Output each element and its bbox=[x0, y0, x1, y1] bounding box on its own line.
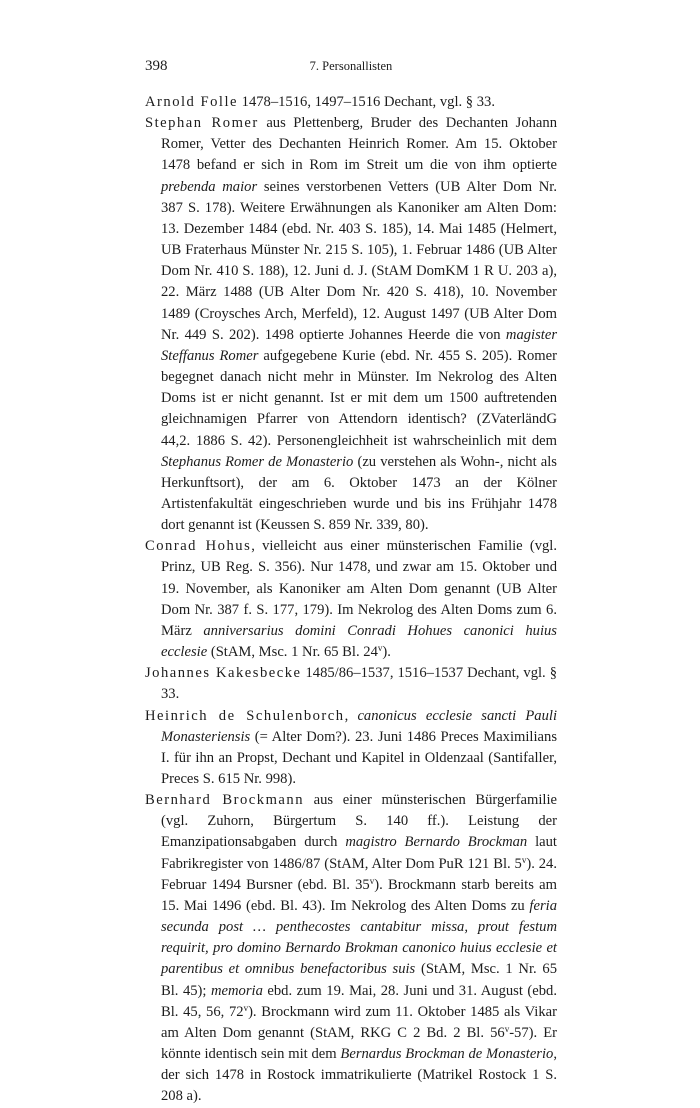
person-name: Johannes Kakesbecke bbox=[145, 665, 302, 682]
entry-text: (zu verstehen als Wohn-, nicht als Herkunftsort), der am 6. Oktober 1473 an der Kölner Artistenfakultät eingeschrieben wurde und bis ins Frühjahr 1478 dort genannt ist (Keussen S. 859 Nr. 339, 80). bbox=[161, 453, 557, 534]
latin-quotation: canonicus ecclesie sancti Pauli Monasteriensis bbox=[161, 707, 557, 745]
folio-verso-mark: v bbox=[377, 643, 383, 654]
entry-text: , bbox=[344, 707, 358, 724]
person-entry bbox=[145, 92, 557, 113]
folio-verso-mark: v bbox=[521, 854, 527, 865]
entry-text: (StAM, Msc. 1 Nr. 65 Bl. 24 bbox=[207, 644, 378, 661]
folio-verso-mark: v bbox=[369, 875, 375, 886]
entry-text: 1485/86–1537, 1516–1537 Dechant, vgl. § 33. bbox=[161, 665, 557, 703]
entry-text: ). bbox=[382, 644, 391, 661]
entry-text: aus Plettenberg, Bruder des Dechanten Johann Romer, Vetter des Dechanten Heinrich Romer. Am 15. Oktober 1478 befand er sich in Rom im Streit um die von ihm optierte bbox=[161, 115, 557, 174]
person-name: Conrad Hohus bbox=[145, 538, 252, 555]
person-name: Arnold Folle bbox=[145, 94, 238, 110]
entry-text: (StAM, Msc. 1 Nr. 65 Bl. 45); bbox=[161, 961, 557, 999]
latin-quotation: Bernardus Brockman de Monasterio bbox=[340, 1046, 554, 1063]
entry-text: ebd. zum 19. Mai, 28. Juni und 31. August (ebd. Bl. 45, 56, 72 bbox=[161, 982, 557, 1020]
latin-quotation: anniversarius domini Conradi Hohues canonici huius ecclesie bbox=[161, 622, 557, 661]
latin-quotation: feria secunda post … penthecostes cantabitur missa, prout festum requirit, pro domino Bernardo Brokman canonico huius ecclesie et parentibus et omnibus benefactoribus suis bbox=[161, 897, 557, 978]
page-number: 398 bbox=[145, 58, 168, 74]
entry-text: seines verstorbenen Vetters (UB Alter Dom Nr. 387 S. 178). Weitere Erwähnungen als Kanoniker am Alten Dom: 13. Dezember 1484 (ebd. Nr. 403 S. 185), 14. Mai 1485 (Helmert, UB Fraterhaus Münster Nr. 215 S. 105), 1. Februar 1486 (UB Alter Dom Nr. 410 S. 188), 12. Juni d. J. (StAM DomKM 1 R U. 203 a), 22. März 1488 (UB Alter Dom Nr. 420 S. 418), 10. November 1489 (Croysches Arch, Merfeld), 12. August 1497 (UB Alter Dom Nr. 449 S. 202). 1498 optierte Johannes Heerde die von bbox=[161, 178, 558, 343]
person-name: Bernhard Brockmann bbox=[145, 792, 305, 809]
folio-verso-mark: v bbox=[243, 1002, 249, 1013]
person-entry bbox=[145, 706, 557, 791]
latin-quotation: magister Steffanus Romer bbox=[161, 326, 557, 364]
latin-quotation: prebenda maior bbox=[161, 178, 258, 195]
personnel-list bbox=[145, 92, 557, 1108]
folio-verso-mark: v bbox=[504, 1023, 510, 1034]
person-entry bbox=[145, 113, 557, 536]
entry-text: , der sich 1478 in Rostock immatrikulierte (Matrikel Rostock 1 S. 208 a). bbox=[161, 1046, 557, 1105]
running-title: 7. Personallisten bbox=[309, 59, 393, 73]
entry-text: 1478–1516, 1497–1516 Dechant, vgl. § 33. bbox=[238, 94, 495, 110]
entry-text: -57). Er könnte identisch sein mit dem bbox=[161, 1024, 557, 1063]
latin-quotation: memoria bbox=[211, 982, 263, 999]
entry-text: aufgegebene Kurie (ebd. Nr. 455 S. 205). Romer begegnet danach nicht mehr in Münster. Im Nekrolog des Alten Doms ist er nicht genannt. Ist er mit dem um 1500 auftretenden gleichnamigen Pfarrer von Attendorn identisch? (ZVaterländG 44,2. 1886 S. 42). Personengleichheit ist wahrscheinlich mit dem bbox=[161, 347, 557, 449]
entry-text: aus einer münsterischen Bürgerfamilie (vgl. Zuhorn, Bürgertum S. 140 ff.). Leistung der Emanzipationsabgaben durch bbox=[161, 792, 557, 851]
entry-text: (= Alter Dom?). 23. Juni 1486 Preces Maximilians I. für ihn an Propst, Dechant und Kapitel in Oldenzaal (Santifaller, Preces S. 615 Nr. 998). bbox=[161, 728, 557, 787]
entry-text: , vielleicht aus einer münsterischen Familie (vgl. Prinz, UB Reg. S. 356). Nur 1478, und zwar am 15. Oktober und 19. November, als Kanoniker am Alten Dom genannt (UB Alter Dom Nr. 387 f. S. 177, 179). Im Nekrolog des Alten Doms zum 6. März bbox=[161, 538, 557, 639]
entry-text: ). Brockmann starb bereits am 15. Mai 1496 (ebd. Bl. 43). Im Nekrolog des Alten Doms zu bbox=[161, 876, 557, 914]
person-name: Heinrich de Schulenborch bbox=[145, 707, 345, 724]
page-header bbox=[145, 58, 557, 78]
person-entry bbox=[145, 663, 557, 705]
entry-text: laut Fabrikregister von 1486/87 (StAM, Alter Dom PuR 121 Bl. 5 bbox=[161, 834, 557, 872]
entry-text: ). Brockmann wird zum 11. Oktober 1485 als Vikar am Alten Dom genannt (StAM, RKG C 2 Bd. 2 Bl. 56 bbox=[161, 1003, 557, 1041]
person-entry bbox=[145, 790, 557, 1107]
latin-quotation: Stephanus Romer de Monasterio bbox=[161, 453, 354, 470]
entry-text: ). 24. Februar 1494 Bursner (ebd. Bl. 35 bbox=[161, 855, 557, 893]
person-entry bbox=[145, 536, 557, 663]
person-name: Stephan Romer bbox=[145, 115, 259, 132]
latin-quotation: magistro Bernardo Brockman bbox=[345, 834, 528, 851]
